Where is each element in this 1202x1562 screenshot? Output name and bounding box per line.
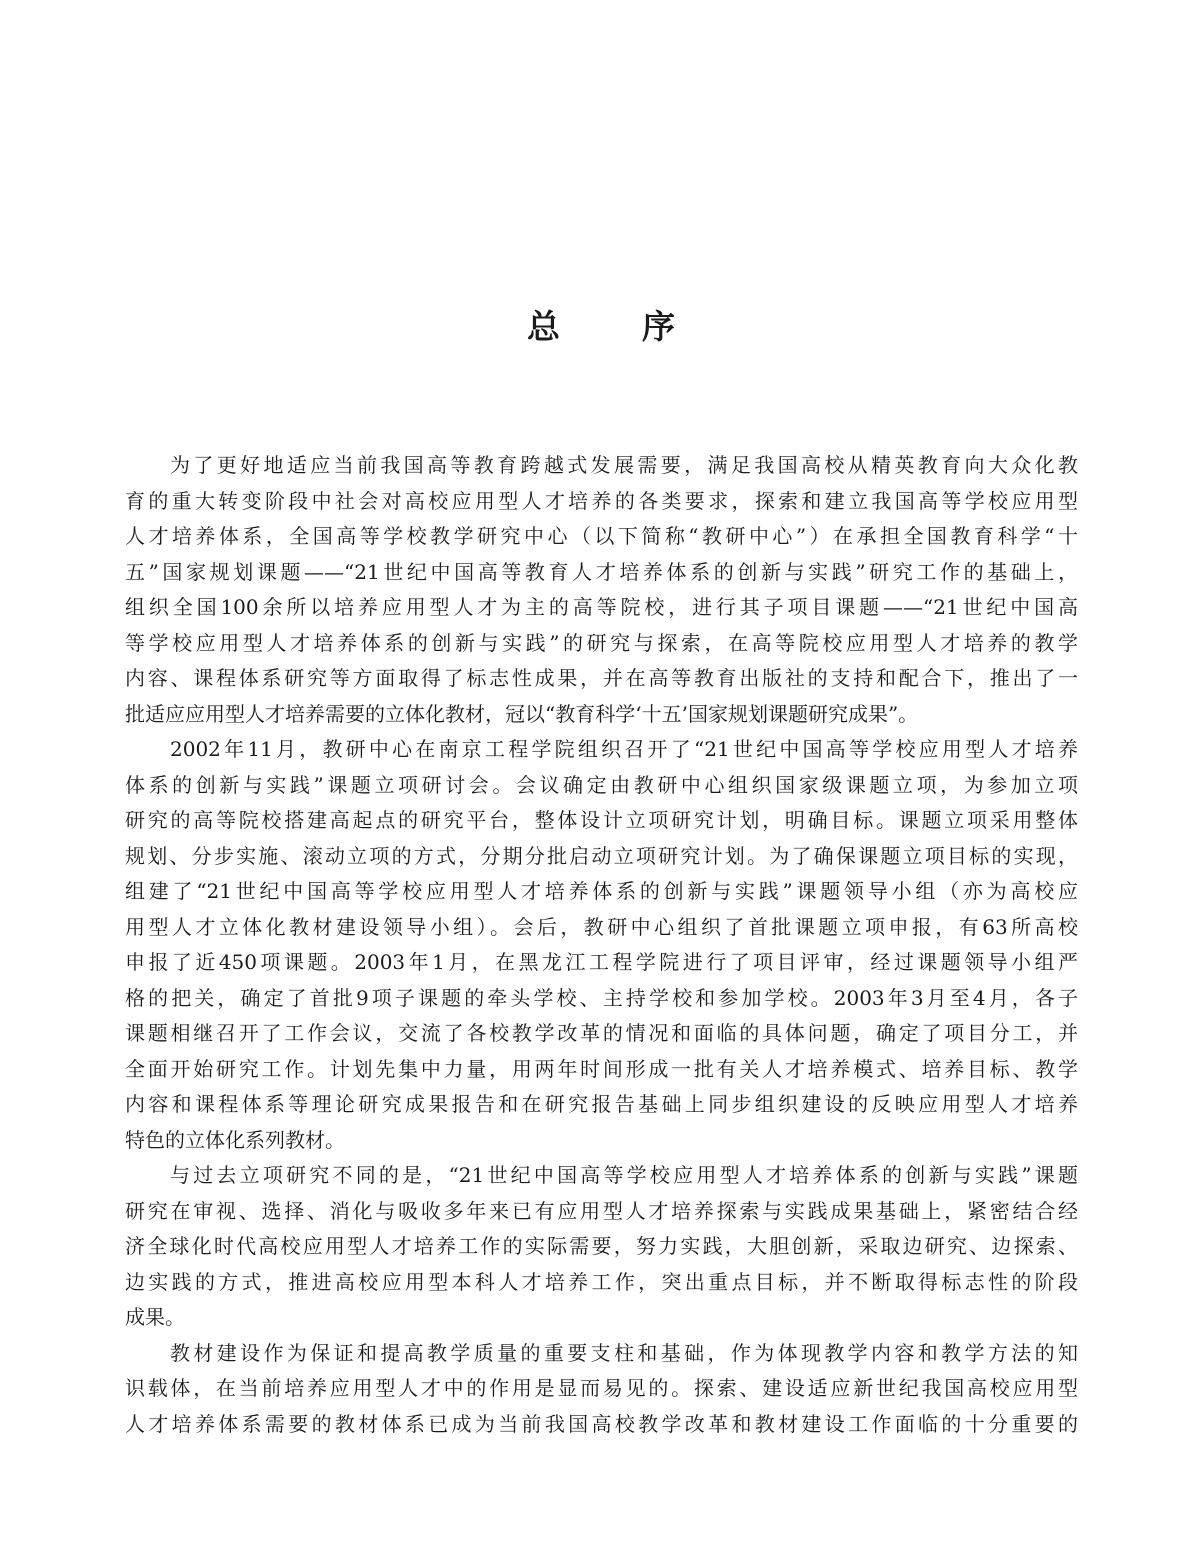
paragraph [125,1336,1078,1443]
page-title [0,302,1202,352]
text-line: 批适应应用型人才培养需要的立体化教材，冠以“教育科学‘十五’国家规划课题研究成果”。 [125,701,919,726]
body-text [125,448,1078,1442]
paragraph [125,448,1078,732]
text-line: 研究的高等院校搭建高起点的研究平台，整体设计立项研究计划，明确目标。课题立项采用整体 [125,808,1078,832]
text-line: 研究在审视、选择、消化与吸收多年来已有应用型人才培养探索与实践成果基础上，紧密结合经 [125,1198,1078,1223]
text-line: 教材建设作为保证和提高教学质量的重要支柱和基础，作为体现教学内容和教学方法的知 [170,1340,1078,1365]
text-line: 人才培养体系需要的教材体系已成为当前我国高校教学改革和教材建设工作面临的十分重要的 [125,1411,1078,1436]
text-line: 申报了近450项课题。2003年1月，在黑龙江工程学院进行了项目评审，经过课题领导小组严 [125,950,1078,974]
title-char-1: 总 [527,307,560,346]
text-line: 人才培养体系，全国高等学校教学研究中心（以下简称“教研中心”）在承担全国教育科学“十 [125,524,1078,548]
text-line: 课题相继召开了工作会议，交流了各校教学改革的情况和面临的具体问题，确定了项目分工，并 [125,1021,1078,1045]
text-line: 格的把关，确定了首批9项子课题的牵头学校、主持学校和参加学校。2003年3月至4月，各子 [125,985,1078,1010]
text-line: 边实践的方式，推进高校应用型本科人才培养工作，突出重点目标，并不断取得标志性的阶段 [125,1269,1078,1294]
text-line: 五”国家规划课题——“21世纪中国高等教育人才培养体系的创新与实践”研究工作的基础上， [125,559,1078,584]
text-line: 全面开始研究工作。计划先集中力量，用两年时间形成一批有关人才培养模式、培养目标、教学 [125,1056,1078,1081]
text-line: 识载体，在当前培养应用型人才中的作用是显而易见的。探索、建设适应新世纪我国高校应用型 [125,1376,1078,1400]
text-line: 为了更好地适应当前我国高等教育跨越式发展需要，满足我国高校从精英教育向大众化教 [170,453,1078,477]
text-line: 组建了“21世纪中国高等学校应用型人才培养体系的创新与实践”课题领导小组（亦为高校应 [125,879,1078,903]
text-line: 2002年11月，教研中心在南京工程学院组织召开了“21世纪中国高等学校应用型人才培养 [170,737,1078,761]
text-line: 体系的创新与实践”课题立项研讨会。会议确定由教研中心组织国家级课题立项，为参加立项 [125,772,1078,797]
text-line: 育的重大转变阶段中社会对高校应用型人才培养的各类要求，探索和建立我国高等学校应用型 [125,488,1078,513]
text-line: 等学校应用型人才培养体系的创新与实践”的研究与探索，在高等院校应用型人才培养的教学 [125,630,1078,655]
text-line: 济全球化时代高校应用型人才培养工作的实际需要，努力实践，大胆创新，采取边研究、边探索、 [125,1234,1078,1258]
title-char-2: 序 [642,307,675,346]
text-line: 内容、课程体系研究等方面取得了标志性成果，并在高等教育出版社的支持和配合下，推出了一 [125,666,1078,690]
text-line: 规划、分步实施、滚动立项的方式，分期分批启动立项研究计划。为了确保课题立项目标的实现， [125,843,1078,868]
text-line: 组织全国100余所以培养应用型人才为主的高等院校，进行其子项目课题——“21世纪中国高 [125,595,1078,619]
paragraph [125,732,1078,1158]
text-line: 内容和课程体系等理论研究成果报告和在研究报告基础上同步组织建设的反映应用型人才培养 [125,1092,1078,1116]
text-line: 用型人才立体化教材建设领导小组）。会后，教研中心组织了首批课题立项申报，有63所高校 [125,914,1078,939]
text-line: 成果。 [125,1305,185,1329]
text-line: 特色的立体化系列教材。 [125,1127,345,1152]
text-line: 与过去立项研究不同的是，“21世纪中国高等学校应用型人才培养体系的创新与实践”课题 [170,1163,1078,1187]
paragraph [125,1158,1078,1336]
